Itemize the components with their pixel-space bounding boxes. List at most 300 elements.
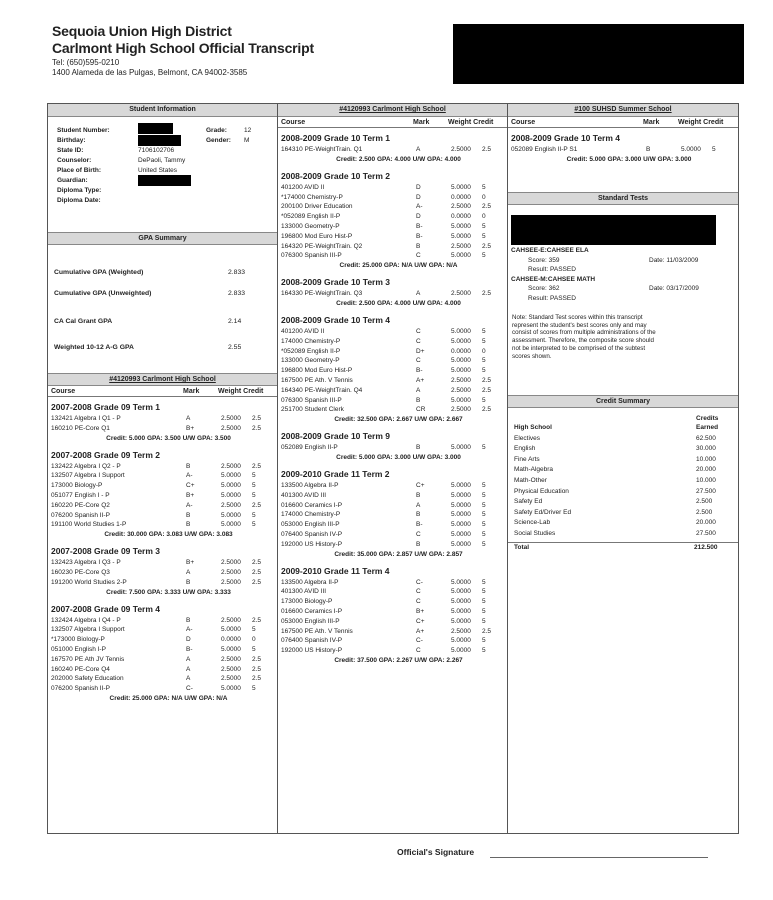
term-summary: Credit: 2.500 GPA: 4.000 U/W GPA: 4.000 [336, 299, 461, 307]
credit-category: Safety Ed [514, 498, 543, 506]
transcript-sheet [47, 103, 739, 834]
course-mark: A- [416, 203, 423, 211]
credit-earned: 20.000 [696, 519, 716, 527]
school-heading-left [48, 373, 277, 386]
course-row [48, 665, 277, 675]
course-name: 401200 AVID II [281, 183, 325, 191]
course-mark: A- [186, 501, 193, 509]
course-weight: 5.0000 [451, 521, 471, 529]
earned-header: Earned [696, 424, 719, 431]
course-mark: A [416, 501, 421, 509]
course-name: 192000 US History-P [281, 540, 343, 548]
course-credit: 5 [482, 444, 486, 452]
weight-credit-header: Weight Credit [678, 119, 724, 126]
standard-tests-block [508, 205, 738, 395]
course-row [278, 396, 507, 406]
gpa-label: Cumulative GPA (Weighted) [54, 269, 144, 276]
course-row [278, 183, 507, 193]
math-result: Result: PASSED [528, 294, 576, 302]
course-weight: 5.0000 [221, 511, 241, 519]
terms-list-middle [278, 128, 507, 667]
course-row [48, 471, 277, 481]
course-weight: 5.0000 [221, 472, 241, 480]
gender-value: M [244, 137, 250, 144]
course-row [48, 684, 277, 694]
credit-row [508, 518, 738, 529]
course-weight: 2.5000 [221, 655, 241, 663]
course-credit: 5 [482, 491, 486, 499]
course-header: Course [281, 119, 306, 126]
ela-result: Result: PASSED [528, 266, 576, 273]
course-credit: 2.5 [482, 242, 492, 250]
signature-label: Official's Signature [397, 847, 475, 857]
course-credit: 2.5 [482, 406, 492, 414]
course-header: Course [511, 119, 536, 126]
course-row [48, 578, 277, 588]
course-name: 132507 Algebra I Support [51, 472, 125, 480]
course-mark: A [186, 665, 191, 673]
column-headers [508, 117, 738, 128]
course-weight: 5.0000 [451, 607, 471, 615]
course-row [48, 511, 277, 521]
term-summary: Credit: 25.000 GPA: N/A U/W GPA: N/A [109, 694, 228, 702]
course-mark: B+ [186, 424, 195, 432]
course-credit: 2.5 [482, 203, 492, 211]
course-name: 191100 World Studies 1-P [51, 521, 127, 529]
course-credit: 5 [482, 337, 486, 345]
course-credit: 2.5 [252, 616, 262, 624]
credit-category: Science-Lab [514, 519, 551, 527]
course-mark: A [416, 386, 421, 394]
course-row [48, 635, 277, 645]
course-name: 192000 US History-P [281, 647, 343, 655]
school-heading-right [508, 104, 738, 117]
counselor-label: Counselor: [57, 157, 92, 164]
course-weight: 5.0000 [451, 367, 471, 375]
course-name: 132422 Algebra I Q2 - P [51, 462, 121, 470]
course-row [278, 501, 507, 511]
course-name: 200100 Driver Education [281, 203, 353, 211]
course-credit: 2.5 [482, 290, 492, 298]
course-mark: B- [416, 367, 423, 375]
terms-list-right [508, 128, 738, 192]
note-line: consist of scores from multiple administrations of the [512, 329, 656, 337]
credit-summary-block [508, 408, 738, 552]
course-mark: B [186, 511, 191, 519]
course-row [278, 222, 507, 232]
left-column [48, 104, 278, 833]
course-row [48, 674, 277, 684]
course-row [278, 530, 507, 540]
course-weight: 2.5000 [451, 406, 471, 414]
credit-summary-heading: Credit Summary [508, 395, 738, 408]
credit-earned: 62.500 [696, 434, 716, 442]
course-mark: C [416, 357, 421, 365]
course-mark: D [186, 636, 191, 644]
course-weight: 2.5000 [221, 665, 241, 673]
credit-rows [508, 434, 738, 540]
course-weight: 2.5000 [221, 501, 241, 509]
course-row [278, 520, 507, 530]
term-title: 2008-2009 Grade 10 Term 4 [511, 133, 620, 143]
course-row [278, 289, 507, 299]
course-mark: C [416, 588, 421, 596]
course-credit: 5 [482, 540, 486, 548]
course-credit: 2.5 [252, 665, 262, 673]
header-redaction [453, 24, 744, 84]
term-block [48, 445, 277, 542]
course-mark: C [416, 252, 421, 260]
tests-note [508, 311, 738, 363]
weight-credit-header: Weight Credit [448, 119, 494, 126]
gpa-label: CA Cal Grant GPA [54, 318, 113, 325]
course-name: 167500 PE Ath. V Tennis [281, 627, 353, 635]
course-mark: B+ [416, 607, 425, 615]
course-row [278, 366, 507, 376]
course-name: 167570 PE Ath JV Tennis [51, 655, 125, 663]
course-credit: 5 [252, 511, 256, 519]
course-row [278, 337, 507, 347]
course-credit: 0 [482, 347, 486, 355]
course-row [278, 145, 507, 155]
course-name: 076300 Spanish III-P [281, 252, 342, 260]
course-row [278, 242, 507, 252]
course-row [278, 481, 507, 491]
course-mark: A+ [416, 376, 425, 384]
term-summary: Credit: 25.000 GPA: N/A U/W GPA: N/A [339, 262, 458, 270]
course-credit: 5 [482, 501, 486, 509]
credit-row [508, 476, 738, 487]
right-column [508, 104, 738, 833]
course-credit: 2.5 [252, 559, 262, 567]
course-weight: 5.0000 [451, 396, 471, 404]
course-mark: D [416, 193, 421, 201]
course-weight: 0.0000 [451, 347, 471, 355]
term-title: 2008-2009 Grade 10 Term 3 [281, 277, 390, 288]
course-weight: 2.5000 [221, 424, 241, 432]
guardian-redaction [138, 175, 191, 186]
term-summary: Credit: 7.500 GPA: 3.333 U/W GPA: 3.333 [106, 588, 231, 596]
credit-category: Safety Ed/Driver Ed [514, 508, 572, 516]
term-block [48, 541, 277, 598]
credits-header: Credits [696, 415, 719, 422]
course-credit: 2.5 [482, 146, 492, 153]
course-credit: 2.5 [252, 655, 262, 663]
course-mark: B [416, 511, 421, 519]
course-mark: B [416, 540, 421, 548]
student-info-heading: Student Information [48, 104, 277, 117]
place-of-birth-value: United States [138, 167, 178, 174]
course-row [48, 414, 277, 424]
credit-earned: 27.500 [696, 487, 716, 495]
credit-category: Social Studies [514, 529, 556, 537]
column-headers [48, 386, 277, 397]
course-name: 132423 Algebra I Q3 - P [51, 559, 121, 567]
diploma-type-label: Diploma Type: [57, 187, 102, 194]
course-name: 133500 Algebra II-P [281, 578, 339, 586]
course-credit: 5 [252, 482, 256, 490]
course-credit: 5 [252, 521, 256, 529]
course-weight: 2.5000 [451, 376, 471, 384]
course-name: 053000 English III-P [281, 521, 340, 529]
course-credit: 5 [252, 626, 256, 634]
course-credit: 5 [482, 183, 486, 191]
standard-tests-heading: Standard Tests [508, 192, 738, 205]
course-row [508, 145, 738, 155]
student-number-label: Student Number: [57, 127, 110, 134]
course-weight: 2.5000 [451, 627, 471, 635]
course-name: 401300 AVID III [281, 588, 327, 596]
course-row [278, 587, 507, 597]
credit-row [508, 444, 738, 455]
course-weight: 2.5000 [451, 146, 471, 153]
course-name: 164340 PE-WeightTrain. Q4 [281, 386, 363, 394]
birthday-redaction [138, 135, 181, 146]
gpa-value: 2.55 [228, 344, 242, 351]
course-mark: B [186, 616, 191, 624]
school-heading-text: #4120993 Carlmont High School [109, 376, 216, 383]
course-credit: 2.5 [252, 578, 262, 586]
course-name: 196800 Mod Euro Hist-P [281, 367, 353, 375]
high-school-label: High School [514, 424, 552, 431]
course-name: 164310 PE-WeightTrain. Q1 [281, 146, 363, 153]
course-mark: C+ [186, 482, 195, 490]
ela-date: Date: 11/03/2009 [649, 256, 699, 264]
course-row [48, 424, 277, 434]
course-mark: B- [416, 232, 423, 240]
course-weight: 5.0000 [221, 626, 241, 634]
course-mark: A- [186, 472, 193, 480]
course-weight: 5.0000 [221, 685, 241, 693]
course-row [278, 202, 507, 212]
course-weight: 5.0000 [451, 540, 471, 548]
course-credit: 5 [482, 511, 486, 519]
credit-earned: 27.500 [696, 529, 716, 537]
term-summary: Credit: 37.500 GPA: 2.267 U/W GPA: 2.267 [334, 656, 463, 664]
term-block [278, 561, 507, 667]
course-mark: A [186, 415, 191, 422]
ela-test-title: CAHSEE-E:CAHSEE ELA [511, 247, 589, 254]
course-name: 051000 English I-P [51, 645, 106, 653]
course-row [48, 558, 277, 568]
course-weight: 5.0000 [221, 482, 241, 490]
course-row [48, 655, 277, 665]
term-title: 2008-2009 Grade 10 Term 1 [281, 133, 390, 143]
course-row [278, 578, 507, 588]
course-mark: B+ [186, 559, 195, 567]
course-mark: B+ [186, 491, 195, 499]
course-mark: B [646, 146, 651, 153]
course-weight: 5.0000 [451, 183, 471, 191]
school-address: 1400 Alameda de las Pulgas, Belmont, CA 94002-3585 [52, 68, 248, 77]
course-weight: 5.0000 [451, 222, 471, 230]
course-weight: 5.0000 [451, 598, 471, 606]
course-name: *052089 English II-P [281, 213, 341, 221]
credit-earned: 20.000 [696, 466, 716, 474]
course-weight: 5.0000 [451, 252, 471, 260]
course-credit: 5 [482, 647, 486, 655]
course-row [278, 193, 507, 203]
course-credit: 5 [482, 367, 486, 375]
school-heading-middle [278, 104, 507, 117]
birthday-label: Birthday: [57, 137, 86, 144]
mark-header: Mark [643, 119, 660, 126]
course-weight: 2.5000 [221, 578, 241, 586]
course-weight: 5.0000 [221, 491, 241, 499]
course-name: 133000 Geometry-P [281, 357, 340, 365]
course-credit: 2.5 [252, 501, 262, 509]
course-mark: C+ [416, 617, 425, 625]
math-test-title: CAHSEE-M:CAHSEE MATH [511, 275, 596, 283]
column-headers [278, 117, 507, 128]
course-mark: B [416, 444, 421, 452]
course-row [278, 627, 507, 637]
course-credit: 5 [252, 645, 256, 653]
total-label: Total [514, 543, 530, 551]
term-summary: Credit: 5.000 GPA: 3.000 U/W GPA: 3.000 [566, 155, 692, 163]
course-mark: A [186, 675, 191, 683]
course-weight: 2.5000 [451, 203, 471, 211]
course-mark: C- [416, 578, 423, 586]
term-title: 2007-2008 Grade 09 Term 2 [51, 449, 160, 460]
course-credit: 2.5 [482, 376, 492, 384]
term-block [278, 272, 507, 310]
term-summary: Credit: 35.000 GPA: 2.857 U/W GPA: 2.857 [334, 550, 463, 558]
course-credit: 5 [482, 598, 486, 606]
term-title: 2007-2008 Grade 09 Term 1 [51, 402, 160, 412]
gpa-summary-heading: GPA Summary [48, 232, 277, 245]
credit-category: English [514, 445, 536, 453]
course-name: 016600 Ceramics I-P [281, 501, 343, 509]
course-row [278, 617, 507, 627]
term-title: 2009-2010 Grade 11 Term 2 [281, 468, 390, 479]
course-weight: 5.0000 [451, 617, 471, 625]
term-block [278, 128, 507, 166]
course-row [48, 520, 277, 530]
course-weight: 2.5000 [451, 290, 471, 298]
course-name: 164330 PE-WeightTrain. Q3 [281, 290, 363, 298]
credit-category: Math-Algebra [514, 466, 554, 474]
course-name: 196800 Mod Euro Hist-P [281, 232, 353, 240]
course-mark: C [416, 327, 421, 335]
course-row [278, 232, 507, 242]
term-summary: Credit: 30.000 GPA: 3.083 U/W GPA: 3.083 [104, 531, 233, 539]
course-header: Course [51, 388, 76, 395]
course-row [278, 646, 507, 656]
course-mark: B- [416, 222, 423, 230]
course-credit: 2.5 [252, 675, 262, 683]
term-summary: Credit: 5.000 GPA: 3.500 U/W GPA: 3.500 [106, 434, 231, 442]
course-weight: 5.0000 [451, 637, 471, 645]
course-row [278, 376, 507, 386]
course-name: 076200 Spanish II-P [51, 511, 110, 519]
grade-value: 12 [244, 127, 252, 134]
course-credit: 5 [482, 607, 486, 615]
course-mark: A [186, 568, 191, 576]
course-row [48, 625, 277, 635]
course-mark: C [416, 530, 421, 538]
course-weight: 5.0000 [451, 588, 471, 596]
gpa-value: 2.833 [228, 269, 246, 276]
term-block [278, 166, 507, 272]
math-score: Score: 362 [528, 285, 560, 292]
course-name: *173000 Biology-P [51, 636, 105, 644]
credit-earned: 2.500 [696, 508, 713, 516]
course-row [278, 510, 507, 520]
course-name: 191200 World Studies 2-P [51, 578, 127, 586]
course-name: 164320 PE-WeightTrain. Q2 [281, 242, 363, 250]
term-block [508, 128, 738, 166]
course-mark: A [416, 290, 421, 298]
course-credit: 5 [482, 357, 486, 365]
student-number-redaction [138, 123, 173, 134]
course-name: 401300 AVID III [281, 491, 327, 499]
course-name: 160220 PE-Core Q2 [51, 501, 110, 509]
course-weight: 5.0000 [221, 521, 241, 529]
credit-category: Physical Education [514, 487, 569, 495]
course-credit: 0 [252, 636, 256, 644]
course-weight: 0.0000 [451, 213, 471, 221]
term-title: 2007-2008 Grade 09 Term 3 [51, 546, 160, 557]
course-mark: A- [186, 626, 193, 634]
credit-total-row [508, 542, 738, 553]
term-block [278, 310, 507, 426]
course-mark: D [416, 183, 421, 191]
course-weight: 5.0000 [681, 146, 701, 153]
math-date: Date: 03/17/2009 [649, 285, 699, 292]
note-line: not be interpreted to be comprised of the subtest [512, 344, 646, 352]
course-name: 202000 Safety Education [51, 675, 124, 683]
course-name: 251700 Student Clerk [281, 406, 344, 414]
course-credit: 2.5 [252, 424, 262, 432]
middle-column [278, 104, 508, 833]
course-credit: 2.5 [482, 627, 492, 635]
course-weight: 2.5000 [221, 462, 241, 470]
note-line: represent the student's best scores only and may [512, 321, 647, 329]
gender-label: Gender: [206, 137, 231, 144]
course-credit: 5 [252, 472, 256, 480]
course-row [278, 212, 507, 222]
course-name: 401200 AVID II [281, 327, 325, 335]
course-mark: CR [416, 406, 426, 414]
course-weight: 2.5000 [221, 559, 241, 567]
course-mark: A [186, 655, 191, 663]
total-value: 212.500 [694, 543, 718, 551]
course-mark: B [186, 521, 191, 529]
course-credit: 5 [482, 481, 486, 489]
credit-category: Fine Arts [514, 455, 540, 463]
course-mark: A [416, 146, 421, 153]
course-credit: 0 [482, 213, 486, 221]
course-credit: 5 [482, 588, 486, 596]
term-title: 2007-2008 Grade 09 Term 4 [51, 603, 160, 614]
course-mark: D [416, 213, 421, 221]
gpa-label: Cumulative GPA (Unweighted) [54, 290, 152, 297]
course-mark: C+ [416, 481, 425, 489]
course-mark: A+ [416, 627, 425, 635]
course-name: 076300 Spanish III-P [281, 396, 342, 404]
course-weight: 5.0000 [451, 444, 471, 452]
course-row [278, 636, 507, 646]
credit-row [508, 487, 738, 498]
course-mark: D+ [416, 347, 425, 355]
course-name: 133500 Algebra II-P [281, 481, 339, 489]
school-heading-text: #100 SUHSD Summer School [574, 106, 672, 113]
course-credit: 0 [482, 193, 486, 201]
course-name: 160210 PE-Core Q1 [51, 424, 110, 432]
credit-row [508, 497, 738, 508]
credit-category: Math-Other [514, 476, 547, 484]
